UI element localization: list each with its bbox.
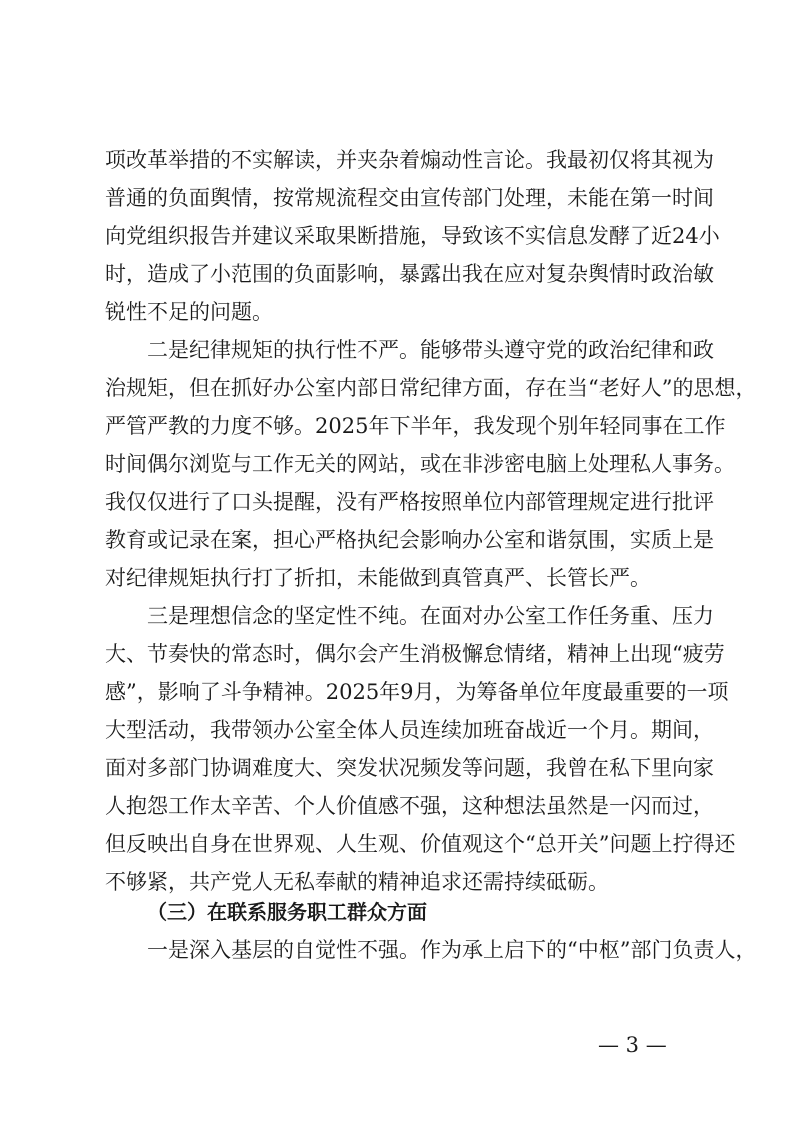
page-number: — 3 —: [598, 1033, 667, 1057]
body-text-line: 治规矩，但在抓好办公室内部日常纪律方面，存在当“老好人”的思想，: [105, 376, 757, 400]
body-text-line: 普通的负面舆情，按常规流程交由宣传部门处理，未能在第一时间: [105, 186, 714, 210]
body-text-line: 锐性不足的问题。: [105, 300, 273, 324]
section-heading: （三）在联系服务职工群众方面: [147, 900, 427, 924]
body-text-line: 三是理想信念的坚定性不纯。在面对办公室工作任务重、压力: [147, 604, 714, 628]
body-text-line: 一是深入基层的自觉性不强。作为承上启下的“中枢”部门负责人，: [147, 938, 757, 962]
body-text-line: 向党组织报告并建议采取果断措施，导致该不实信息发酵了近24小: [105, 224, 720, 248]
body-text-line: 二是纪律规矩的执行性不严。能够带头遵守党的政治纪律和政: [147, 338, 714, 362]
body-text-line: 大、节奏快的常态时，偶尔会产生消极懈怠情绪，精神上出现“疲劳: [105, 642, 725, 666]
body-text-line: 严管严教的力度不够。2025年下半年，我发现个别年轻同事在工作: [105, 414, 726, 438]
body-text-line: 感”，影响了斗争精神。2025年9月，为筹备单位年度最重要的一项: [105, 680, 729, 704]
body-text-line: 不够紧，共产党人无私奉献的精神追求还需持续砥砺。: [105, 870, 609, 894]
body-text-line: 对纪律规矩执行打了折扣，未能做到真管真严、长管长严。: [105, 566, 651, 590]
body-text-line: 教育或记录在案，担心严格执纪会影响办公室和谐氛围，实质上是: [105, 528, 714, 552]
body-text-line: 人抱怨工作太辛苦、个人价值感不强，这种想法虽然是一闪而过，: [105, 794, 714, 818]
body-text-line: 我仅仅进行了口头提醒，没有严格按照单位内部管理规定进行批评: [105, 490, 714, 514]
body-text-line: 面对多部门协调难度大、突发状况频发等问题，我曾在私下里向家: [105, 756, 714, 780]
body-text-line: 大型活动，我带领办公室全体人员连续加班奋战近一个月。期间，: [105, 718, 714, 742]
body-text-line: 时，造成了小范围的负面影响，暴露出我在应对复杂舆情时政治敏: [105, 262, 714, 286]
body-text-line: 项改革举措的不实解读，并夹杂着煽动性言论。我最初仅将其视为: [105, 148, 714, 172]
body-text-line: 但反映出自身在世界观、人生观、价值观这个“总开关”问题上拧得还: [105, 832, 736, 856]
body-text-line: 时间偶尔浏览与工作无关的网站，或在非涉密电脑上处理私人事务。: [105, 452, 735, 476]
